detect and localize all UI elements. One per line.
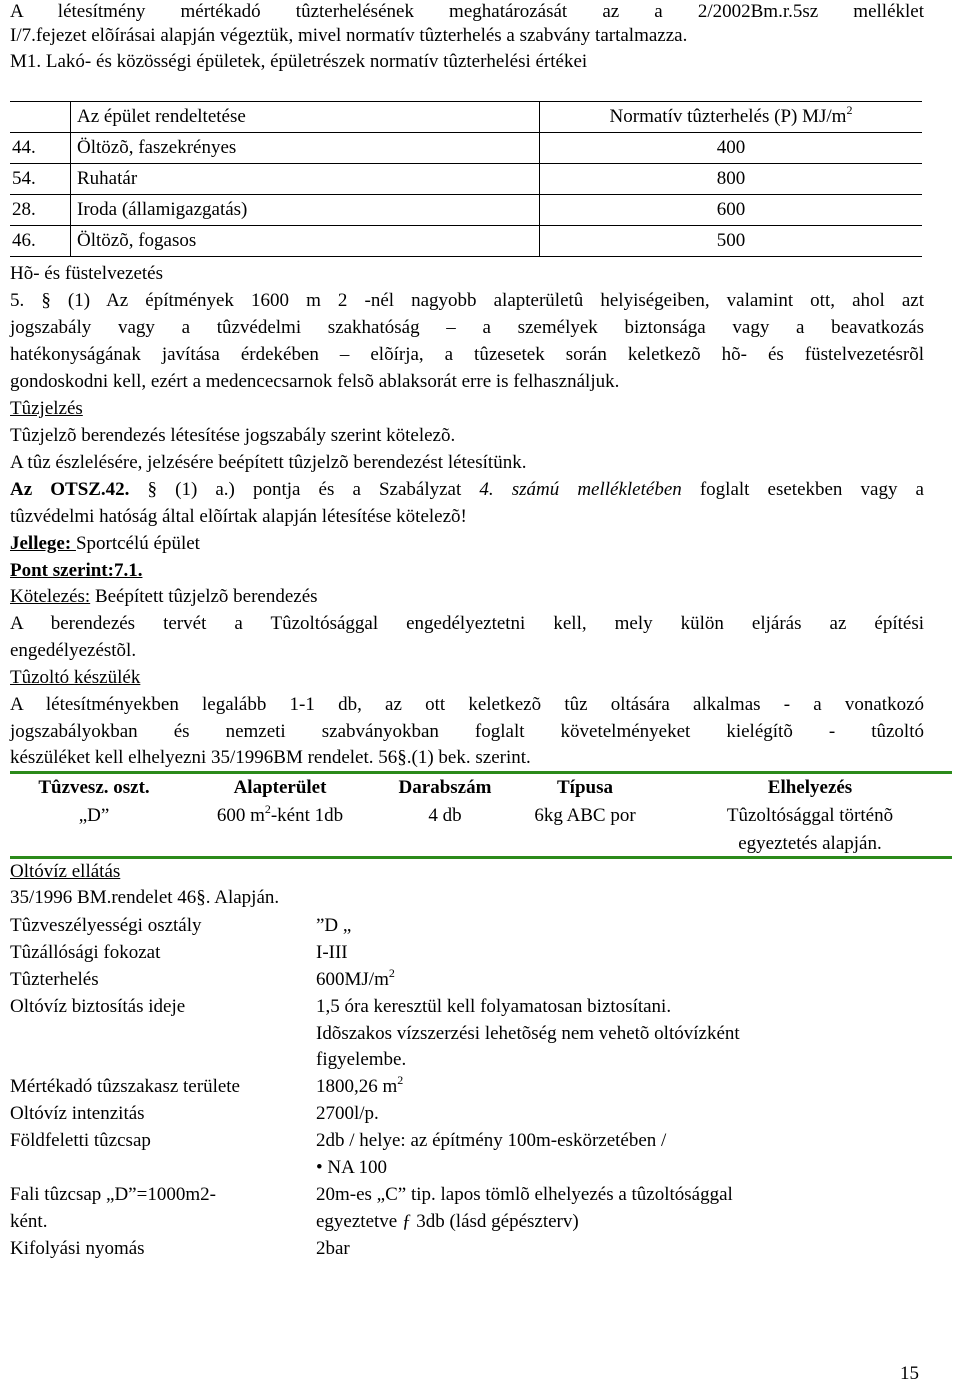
property-label: Földfeletti tûzcsap bbox=[10, 1130, 151, 1151]
property-value: 2bar bbox=[316, 1238, 350, 1259]
property-value: egyeztetve ƒ 3db (lásd gépészterv) bbox=[316, 1211, 579, 1232]
property-value: 1800,26 $m^2$ bbox=[316, 1073, 404, 1097]
property-value: 2db / helye: az építmény 100m-eskörzetében / bbox=[316, 1130, 667, 1151]
table-header-row bbox=[10, 102, 922, 133]
property-label: Fali tûzcsap „D”=1000m2- bbox=[10, 1184, 216, 1205]
extinguisher-heading: Tûzoltó készülék bbox=[10, 667, 141, 688]
table-row: 54. Ruhatár 800 bbox=[10, 164, 922, 195]
header-load: Normatív tûzterhelés (P) $MJ/m^2$ bbox=[540, 102, 923, 133]
property-value: 2700l/p. bbox=[316, 1103, 379, 1124]
otsz-line: Az OTSZ.42. § (1) a.) pontja és a Szabályzat 4. számú mellékletében foglalt esetekben vagy a bbox=[10, 479, 924, 500]
alarm-line: Tûzjelzõ berendezés létesítése jogszabály szerint kötelezõ. bbox=[10, 425, 456, 446]
alarm-heading: Tûzjelzés bbox=[10, 398, 83, 419]
pont-line: Pont szerint:7.1. bbox=[10, 560, 143, 581]
water-heading: Oltóvíz ellátás bbox=[10, 861, 121, 882]
property-value: 20m-es „C” tip. lapos tömlõ elhelyezés a tûzoltósággal bbox=[316, 1184, 733, 1205]
extinguisher-table-row: „D” 600 $m^2$-ként 1db 4 db 6kg ABC por Tûzoltósággal történõ egyeztetés alapján. bbox=[78, 802, 894, 854]
alarm-paragraph-line: A berendezés tervét a Tûzoltósággal engedélyeztetni kell, mely külön eljárás az építési bbox=[10, 613, 924, 634]
alarm-line: A tûz észlelésére, jelzésére beépített tûzjelzõ berendezést létesítünk. bbox=[10, 452, 527, 473]
property-label: Tûzterhelés bbox=[10, 969, 99, 990]
normative-load-table bbox=[10, 101, 922, 257]
intro-line-2: I/7.fejezet elõírásai alapján végeztük, mivel normatív tûzterhelés a szabvány tartalmazza. bbox=[10, 25, 688, 46]
header-use: Az épület rendeltetése bbox=[71, 102, 540, 133]
property-value: $600MJ/m^2$ bbox=[316, 966, 395, 990]
property-value: I-III bbox=[316, 942, 348, 963]
property-label: Oltóvíz biztosítás ideje bbox=[10, 996, 186, 1017]
page-number: 15 bbox=[900, 1363, 919, 1384]
intro-line-1: A létesítmény mértékadó tûzterhelésének meghatározását az a 2/2002Bm.r.5sz melléklet bbox=[10, 1, 924, 22]
alarm-line: tûzvédelmi hatóság által elõírtak alapján létesítése kötelezõ! bbox=[10, 506, 467, 527]
property-value: 1,5 óra keresztül kell folyamatosan biztosítani. bbox=[316, 996, 672, 1017]
table-divider-bottom bbox=[10, 856, 952, 859]
property-label: Tûzveszélyességi osztály bbox=[10, 915, 202, 936]
property-value: ”D „ bbox=[316, 915, 352, 936]
kotelezes-line: Kötelezés: Beépített tûzjelzõ berendezés bbox=[10, 586, 318, 607]
smoke-paragraph-line: gondoskodni kell, ezért a medencecsarnok felsõ ablaksorát erre is felhasználjuk. bbox=[10, 371, 620, 392]
table-row: 44. Öltözõ, faszekrényes 400 bbox=[10, 133, 922, 164]
property-value: Idõszakos vízszerzési lehetõség nem vehetõ oltóvízként bbox=[316, 1023, 740, 1044]
property-label: Kifolyási nyomás bbox=[10, 1238, 145, 1259]
alarm-paragraph-line: engedélyezéstõl. bbox=[10, 640, 137, 661]
smoke-heading: Hõ- és füstelvezetés bbox=[10, 263, 163, 284]
property-value: • NA 100 bbox=[316, 1157, 388, 1178]
smoke-paragraph-line: hatékonyságának javítása érdekében – elõírja, a tûzesetek során keletkezõ hõ- és füstelvezetésrõl bbox=[10, 344, 924, 365]
smoke-paragraph-line: 5. § (1) Az építmények 1600 m 2 -nél nagyobb alapterületû helyiségeiben, valamint ott, ahol azt bbox=[10, 290, 924, 311]
property-label: ként. bbox=[10, 1211, 48, 1232]
extinguisher-paragraph-line: A létesítményekben legalább 1-1 db, az ott keletkezõ tûz oltására alkalmas - a vonatkozó bbox=[10, 694, 924, 715]
smoke-paragraph-line: jogszabály vagy a tûzvédelmi szakhatóság – a személyek biztonsága vagy a beavatkozás bbox=[10, 317, 924, 338]
intro-line-3: M1. Lakó- és közösségi épületek, épületrészek normatív tûzterhelési értékei bbox=[10, 51, 588, 72]
extinguisher-paragraph-line: jogszabályokban és nemzeti szabványokban foglalt követelményeket kielégítõ - tûzoltó bbox=[10, 721, 924, 742]
table-row: 46. Öltözõ, fogasos 500 bbox=[10, 226, 922, 257]
water-reference: 35/1996 BM.rendelet 46§. Alapján. bbox=[10, 887, 280, 908]
property-label: Tûzállósági fokozat bbox=[10, 942, 161, 963]
property-value: figyelembe. bbox=[316, 1049, 407, 1070]
table-row: 28. Iroda (államigazgatás) 600 bbox=[10, 195, 922, 226]
property-label: Mértékadó tûzszakasz területe bbox=[10, 1076, 240, 1097]
property-label: Oltóvíz intenzitás bbox=[10, 1103, 145, 1124]
jellege-line: Jellege: Sportcélú épület bbox=[10, 533, 200, 554]
extinguisher-paragraph-line: készüléket kell elhelyezni 35/1996BM rendelet. 56§.(1) bek. szerint. bbox=[10, 747, 531, 768]
extinguisher-table-header: Tûzvesz. oszt. Alapterület Darabszám Típusa Elhelyezés bbox=[38, 777, 853, 798]
